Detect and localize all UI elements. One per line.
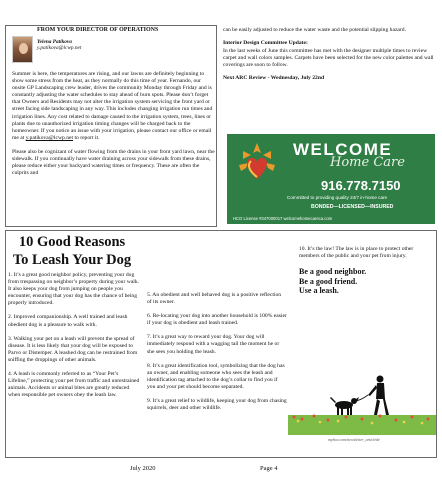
ad-phone: 916.778.7150 xyxy=(321,178,401,193)
reason-5: 5. An obedient and well behaved dog is a positive reflection of its owner. xyxy=(147,292,282,306)
director-email: y.patikova@lcwp.net xyxy=(37,45,82,51)
director-box xyxy=(5,25,217,227)
committee-text: In the last weeks of June this committee has met with the designer multiple times to review carpet and wall colors samples. Carpets have been selected for the new color palettes and wall coverings are soon to follow. xyxy=(223,48,434,69)
article-column-2 xyxy=(147,232,287,419)
director-text xyxy=(12,71,215,184)
dog-walking-illustration xyxy=(288,371,436,435)
ad-home-care: Home Care xyxy=(330,155,405,170)
footer-date: July 2020 xyxy=(130,465,156,472)
motto-line-2: Be a good friend. xyxy=(299,276,358,286)
motto-line-1: Be a good neighbor. xyxy=(299,267,367,277)
reason-7: 7. It’s a great way to reward your dog. Your dog will immediately respond with a wagging tail the moment he or she sees you holding the leash. xyxy=(147,334,280,355)
director-name: Yelena Patikova xyxy=(37,39,72,45)
ad-tagline: Committed to providing quality 24/7 in-home care xyxy=(287,195,388,200)
home-care-ad[interactable] xyxy=(227,134,435,224)
ad-license: HCO License #347000017 welcomehomecareca.com xyxy=(233,216,333,221)
reason-6: 6. Re-locating your dog into another household is 100% easier if your dog is obedient and leash trained. xyxy=(147,313,287,327)
director-paragraph-1: Summer is here, the temperatures are rising, and our lawns are definitely beginning to show some stress from the heat, as they normally do this time of year. Fernando, our onsite GP Landscaping crew leader, drives the community Monday through Friday and is constantly adjusting the water schedules to stay ahead of burn spots. Please don’t forget that Owners and Residents may not alter the irrigation system servicing the front yard or street facing side landscaping in any way. This includes changing irrigation run times and irrigation lines. Any cost related to damage caused to the irrigation system, trees, lines or plants due to unauthorized irrigation timing changes will be charged back to the homeowner. If you notice an issue with your irrigation, please contact our office or email me at y.patikova@lcwp.net to report it. xyxy=(12,71,213,141)
motto-line-3: Use a leash. xyxy=(299,286,339,296)
committee-heading: Interior Design Committee Update: xyxy=(223,40,308,47)
reason-4: 4. A leash is commonly referred to as “Your Pet’s Lifeline,” protecting your pet from traffic and unrestrained animals. Accidents or animal bites are greatly reduced when responsible pet owners obey the leash law. xyxy=(8,371,140,399)
ad-welcome: WELCOME xyxy=(293,140,393,159)
right-paragraph-1: can be easily adjusted to reduce the water waste and the potential slipping hazard. xyxy=(223,27,406,33)
reason-3: 3. Walking your pet on a leash will prevent the spread of disease. It is less likely that your dog will be exposed to Parvo or Distemper. A leashed dog can be restrained from sniffing the droppings of other animals. xyxy=(8,335,138,363)
reason-8: 8. It’s a great identification tool, symbolizing that the dog has an owner, and enabling someone who sees the leash and identification tag attached to the dog’s collar to find you if you and your pet should become separated. xyxy=(147,362,285,390)
director-paragraph-2: Please also be cognizant of water flowing from the drains in your front yard lawn, near the sidewalk. If you continually have water draining across your sidewalk from these drains, please reduce either your backyard watering times or frequency. These are often the culprits and xyxy=(12,148,215,177)
director-heading: FROM YOUR DIRECTOR OF OPERATIONS xyxy=(37,27,159,33)
director-email-link[interactable]: y.patikova@lcwp.net xyxy=(25,134,74,141)
motto xyxy=(299,267,435,296)
arc-review-heading: Next ARC Review - Wednesday, July 22nd xyxy=(223,75,325,82)
right-column xyxy=(223,27,437,89)
article-column-3 xyxy=(299,232,435,296)
reason-2: 2. Improved companionship. A well trained and leash obedient dog is a pleasure to walk with. xyxy=(8,314,128,328)
article-title: 10 Good Reasons To Leash Your Dog xyxy=(12,234,132,268)
image-credit: mybca.com/newsletter_article#e xyxy=(328,437,380,442)
reason-1: 1. It’s a great good neighbor policy, preventing your dog from trespassing on neighbor’s property during your walk. It also keeps your dog from jumping on people you encounter, ensuring that your dog has the chance of being properly introduced. xyxy=(8,272,140,307)
director-photo xyxy=(12,36,33,63)
ad-bonded: BONDED—LICENSED—INSURED xyxy=(311,204,394,210)
reason-9: 9. It’s a great relief to wildlife, keeping your dog from chasing squirrels, deer and other wildlife. xyxy=(147,398,287,412)
reason-10: 10. It’s the law! The law is in place to protect other members of the public and your pet from injury. xyxy=(299,246,414,260)
article-column-1 xyxy=(8,272,141,406)
heart-leaf-logo-icon xyxy=(233,139,281,187)
footer-page-number: Page 4 xyxy=(260,465,278,472)
